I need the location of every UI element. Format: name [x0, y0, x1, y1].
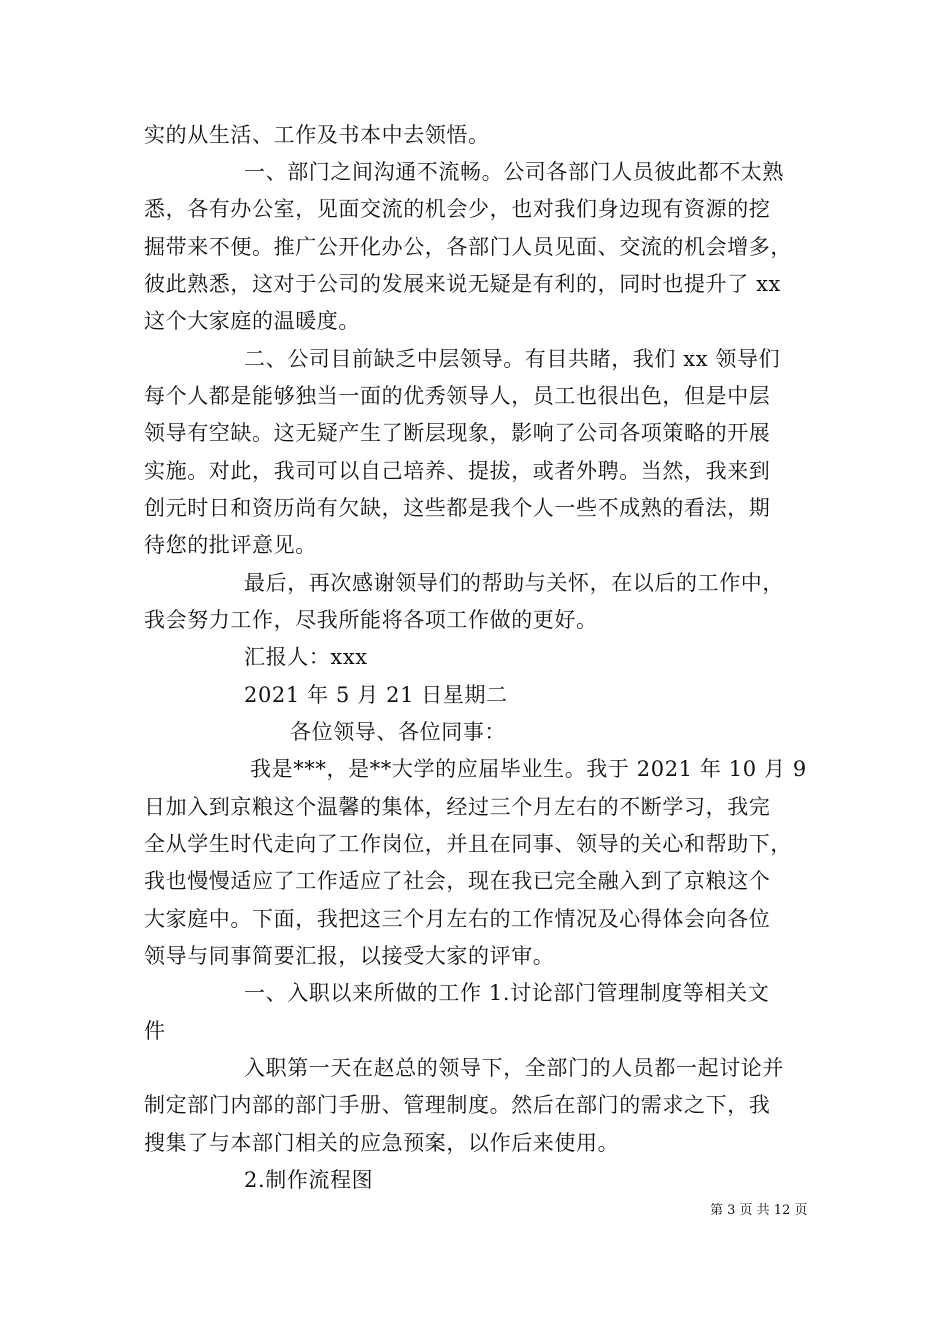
text-line: 大家庭中。下面，我把这三个月左右的工作情况及心得体会向各位	[144, 907, 771, 931]
text-line: 2.制作流程图	[244, 1168, 374, 1192]
text-line: 我会努力工作，尽我所能将各项工作做的更好。	[144, 608, 598, 632]
text-line: 搜集了与本部门相关的应急预案，以作后来使用。	[144, 1131, 620, 1155]
text-line: 汇报人：xxx	[244, 645, 368, 669]
text-line: 一、入职以来所做的工作 1.讨论部门管理制度等相关文	[244, 981, 770, 1005]
text-line: 最后，再次感谢领导们的帮助与关怀，在以后的工作中，	[244, 571, 784, 595]
text-line: 待您的批评意见。	[144, 533, 317, 557]
text-line: 制定部门内部的部门手册、管理制度。然后在部门的需求之下，我	[144, 1093, 771, 1117]
text-line: 我是***，是**大学的应届毕业生。我于 2021 年 10 月 9	[250, 757, 807, 781]
text-line: 入职第一天在赵总的领导下，全部门的人员都一起讨论并	[244, 1056, 784, 1080]
text-line: 彼此熟悉，这对于公司的发展来说无疑是有利的，同时也提升了 xx	[144, 272, 781, 296]
text-line: 这个大家庭的温暖度。	[144, 309, 360, 333]
text-line: 一、部门之间沟通不流畅。公司各部门人员彼此都不太熟	[244, 160, 784, 184]
text-line: 每个人都是能够独当一面的优秀领导人，员工也很出色，但是中层	[144, 384, 771, 408]
text-line: 创元时日和资历尚有欠缺，这些都是我个人一些不成熟的看法，期	[144, 496, 771, 520]
text-line: 二、公司目前缺乏中层领导。有目共睹，我们 xx 领导们	[244, 347, 781, 371]
text-line: 领导与同事简要汇报，以接受大家的评审。	[144, 944, 555, 968]
text-line: 实施。对此，我司可以自己培养、提拔，或者外聘。当然，我来到	[144, 459, 771, 483]
text-line: 各位领导、各位同事：	[290, 720, 506, 744]
text-line: 我也慢慢适应了工作适应了社会，现在我已完全融入到了京粮这个	[144, 869, 771, 893]
text-line: 日加入到京粮这个温馨的集体，经过三个月左右的不断学习，我完	[144, 795, 771, 819]
text-line: 悉，各有办公室，见面交流的机会少，也对我们身边现有资源的挖	[144, 197, 771, 221]
page-number-footer: 第 3 页 共 12 页	[710, 1203, 808, 1218]
text-line: 全从学生时代走向了工作岗位，并且在同事、领导的关心和帮助下，	[144, 832, 792, 856]
text-line: 领导有空缺。这无疑产生了断层现象，影响了公司各项策略的开展	[144, 421, 771, 445]
text-line: 2021 年 5 月 21 日星期二	[244, 683, 508, 707]
text-line: 掘带来不便。推广公开化办公，各部门人员见面、交流的机会增多，	[144, 235, 792, 259]
text-line: 实的从生活、工作及书本中去领悟。	[144, 123, 490, 147]
text-line: 件	[144, 1019, 166, 1043]
